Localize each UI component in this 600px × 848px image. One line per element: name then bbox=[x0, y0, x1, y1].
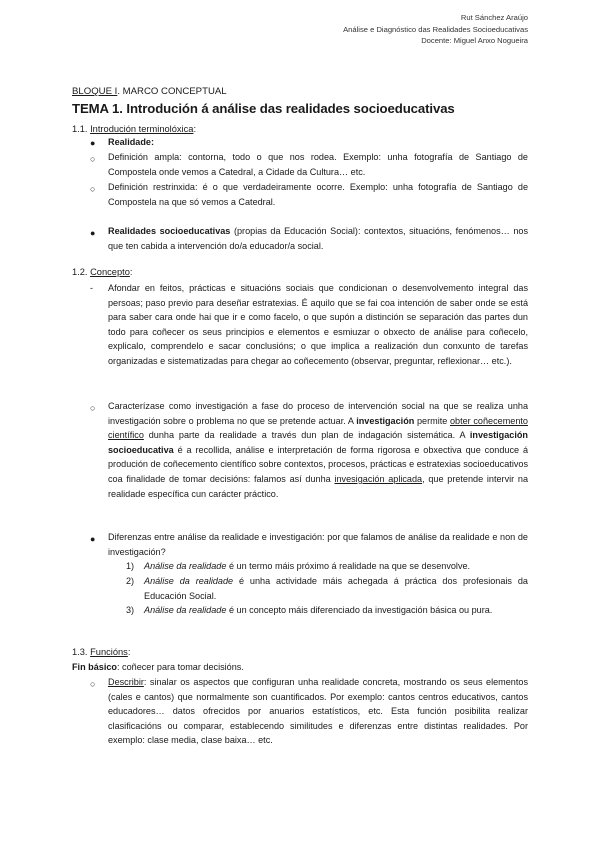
text-run: : sinalar os aspectos que configuran unha realidade concreta, mostrando os seus elementos (cales e cantos) que normalmente son cuantificados. Por exemplo: cantos centros educativos, cantos educadores… datos ofrecidos por anuarios estatísticos, etc. Esta función posibilita realizar clasificacións ou comparar, establecendo similitudes e diferenzas entre distintas realidades. Por exemplo: clase media, clase baixa… etc. bbox=[108, 677, 528, 746]
text-run: é un termo máis próximo á realidade na que se desenvolve. bbox=[226, 561, 471, 571]
list-number: 3) bbox=[126, 605, 135, 615]
section-number: 1.3. bbox=[72, 647, 91, 657]
definition-restrinxida: Definición restrinxida: é o que verdadeiramente ocorre. Exemplo: unha fotografía de Santiago de Compostela na que só vemos a Catedral. bbox=[108, 182, 528, 207]
section-colon: : bbox=[127, 647, 131, 657]
italic-term: Análise da realidade bbox=[144, 605, 227, 615]
text-run: é un concepto máis diferenciado da investigación básica ou pura. bbox=[226, 605, 493, 615]
diferenzas-paragraph: Diferenzas entre análise da realidade e investigación: por que falamos de análise da realidade e non de investigación? bbox=[108, 532, 528, 557]
investigacion-paragraph bbox=[108, 399, 528, 501]
block-number: BLOQUE I bbox=[72, 86, 118, 97]
list-item bbox=[144, 603, 528, 618]
filled-bullet-icon: ● bbox=[90, 228, 96, 238]
section-title: Concepto bbox=[90, 267, 130, 277]
text-run: permite bbox=[414, 415, 450, 426]
text-run: , que pretende intervir na realidade específica cun carácter práctico. bbox=[108, 473, 529, 499]
section-1-2-heading bbox=[72, 267, 133, 277]
section-number: 1.2. bbox=[72, 267, 91, 277]
text-run: é a recollida, análise e interpretación de forma rigorosa e obxectiva que conduce á produción de coñecemento científico sobre contextos, procesos, prácticas e estratexias socioeducativos coa finalidade de tomar decisións: falamos así dunha bbox=[108, 444, 528, 484]
investigacion-socioeducativa-term: investigación socioeducativa bbox=[108, 430, 528, 455]
header-teacher: Docente: Miguel Anxo Nogueira bbox=[421, 36, 528, 46]
header-author: Rut Sánchez Araújo bbox=[460, 13, 528, 22]
section-1-1-heading bbox=[72, 124, 196, 134]
section-title: Funcións bbox=[90, 647, 128, 657]
section-number: 1.1. bbox=[72, 124, 91, 134]
section-colon: : bbox=[129, 267, 133, 277]
tema-title: TEMA 1. Introdución á análise das realidades socioeducativas bbox=[72, 101, 455, 116]
list-item bbox=[144, 559, 528, 574]
list-number: 1) bbox=[126, 561, 135, 571]
page-header bbox=[343, 12, 528, 47]
rs-term: Realidades socioeducativas bbox=[108, 226, 231, 236]
hollow-bullet-icon: ○ bbox=[90, 403, 96, 413]
hollow-bullet-icon: ○ bbox=[90, 184, 96, 194]
block-heading bbox=[72, 86, 227, 97]
definition-ampla: Definición ampla: contorna, todo o que nos rodea. Exemplo: unha fotografía de Santiago de Compostela onde vemos a Catedral, a Cidade da Cultura… etc. bbox=[108, 152, 528, 177]
hollow-bullet-icon: ○ bbox=[90, 679, 96, 689]
text-run: dunha parte da realidade a través dun plan de indagación sistemática. A bbox=[143, 430, 470, 441]
investigacion-term: investigación bbox=[356, 415, 415, 426]
section-title: Introdución terminolóxica bbox=[90, 124, 194, 134]
dash-bullet: - bbox=[90, 283, 93, 293]
list-item bbox=[144, 574, 528, 603]
fin-basico-line bbox=[72, 660, 528, 675]
underlined-phrase: invesigación aplicada bbox=[334, 473, 423, 484]
text-run: Caracterízase como investigación a fase do proceso de intervención social na que se realiza unha investigación sobre o problema no que se pretende actuar. A bbox=[108, 401, 528, 426]
rs-description: (propias da Educación Social): contextos, situacións, fenómenos… nos que ten cabida a intervención do/a educador/a social. bbox=[108, 226, 528, 251]
hollow-bullet-icon: ○ bbox=[90, 154, 96, 164]
block-label: . MARCO CONCEPTUAL bbox=[117, 86, 227, 97]
text-run: é unha actividade máis achegada á práctica dos profesionais da Educación Social. bbox=[144, 576, 528, 601]
italic-term: Análise da realidade bbox=[144, 561, 227, 571]
section-1-3-heading bbox=[72, 647, 130, 657]
describir-term: Describir bbox=[108, 677, 144, 687]
filled-bullet-icon: ● bbox=[90, 138, 96, 148]
fin-basico-term: Fin básico bbox=[72, 662, 117, 672]
section-colon: : bbox=[193, 124, 197, 134]
realidade-term: Realidade: bbox=[108, 137, 154, 147]
text-run: : coñecer para tomar decisións. bbox=[116, 662, 244, 672]
concepto-paragraph: Afondar en feitos, prácticas e situacións sociais que condicionan o desenvolvemento integral das persoas; paso previo para deseñar estratexias. É aquilo que se fai coa intención de saber onde se está para saber cara onde hai que ir e como facelo, o que supón a distinción se separación das partes dun todo para coñecer os seus principios e elementos e esmiuzar o obxecto de análise para coñecelo, explicalo, comprendelo e sacar conclusións; o que implica a realización dun conxunto de tarefas organizadas e sistematizadas para chegar ao coñecemento (observar, preguntar, reflexionar… etc.). bbox=[108, 283, 528, 366]
list-number: 2) bbox=[126, 576, 135, 586]
header-subject: Análise e Diagnóstico das Realidades Socioeducativas bbox=[343, 24, 528, 34]
underlined-phrase: obter coñecemento científico bbox=[108, 415, 528, 441]
filled-bullet-icon: ● bbox=[90, 534, 96, 544]
realidades-socioeducativas bbox=[108, 224, 528, 253]
describir-paragraph bbox=[108, 675, 528, 748]
italic-term: Análise da realidade bbox=[144, 576, 234, 586]
